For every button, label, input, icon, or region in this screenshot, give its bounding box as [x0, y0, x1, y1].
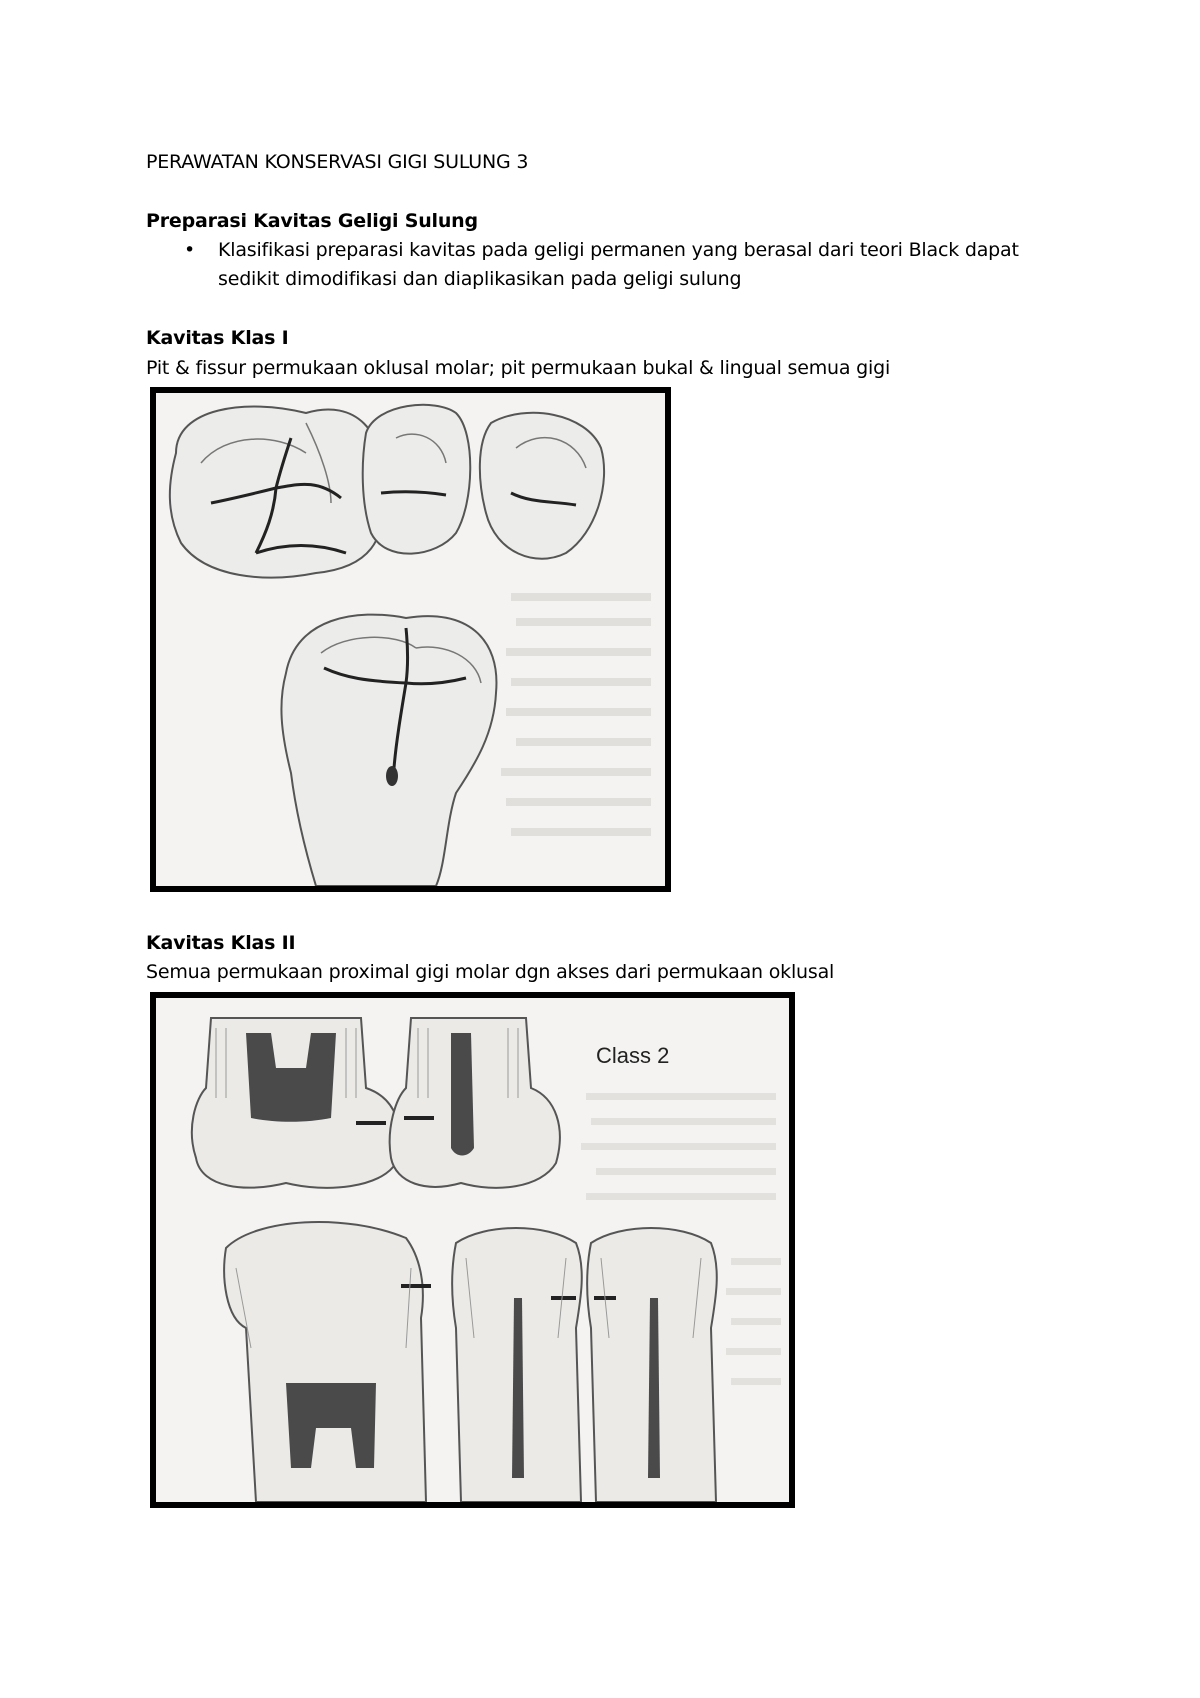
bullet-text-line2: sedikit dimodifikasi dan diaplikasikan pada geligi sulung: [218, 268, 742, 290]
class1-teeth-illustration: [156, 393, 665, 886]
class1-description: Pit & fissur permukaan oklusal molar; pit permukaan bukal & lingual semua gigi: [146, 357, 891, 379]
class2-teeth-figure: [150, 992, 795, 1508]
class2-heading: Kavitas Klas II: [146, 932, 296, 954]
class2-figure-label: Class 2: [596, 1043, 670, 1068]
class2-description: Semua permukaan proximal gigi molar dgn akses dari permukaan oklusal: [146, 961, 835, 983]
buccal-pit-caries: [386, 766, 398, 786]
class2-teeth-illustration: [156, 998, 789, 1502]
section-heading-preparasi: Preparasi Kavitas Geligi Sulung: [146, 210, 478, 232]
bullet-text-line1: Klasifikasi preparasi kavitas pada geligi permanen yang berasal dari teori Black dapat: [218, 239, 1019, 261]
document-title: PERAWATAN KONSERVASI GIGI SULUNG 3: [146, 151, 529, 173]
class1-teeth-figure: [150, 387, 671, 892]
bullet-icon: •: [184, 239, 196, 261]
class1-heading: Kavitas Klas I: [146, 327, 289, 349]
